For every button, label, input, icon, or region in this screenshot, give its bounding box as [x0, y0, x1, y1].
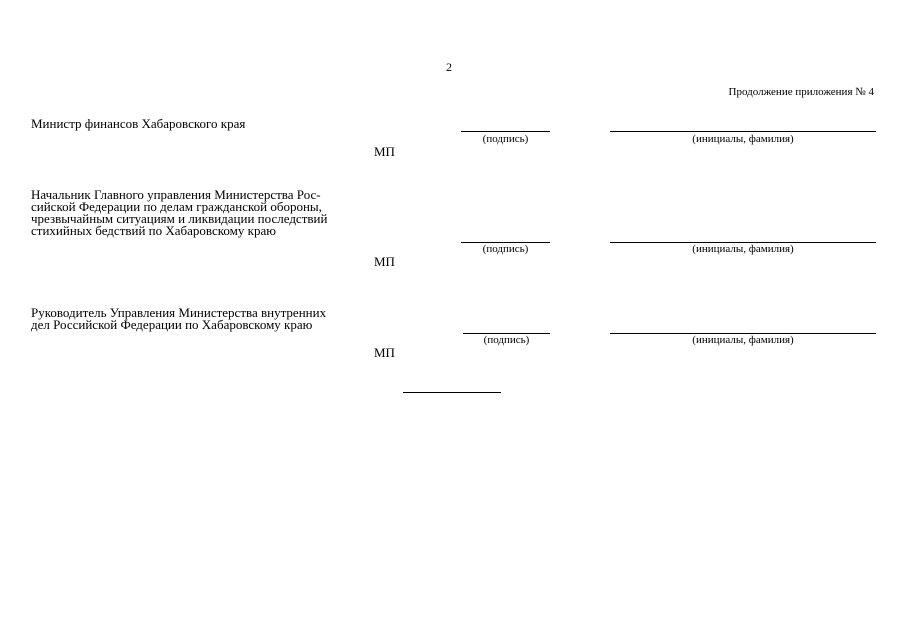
- block-3-line-2: дел Российской Федерации по Хабаровскому краю: [31, 317, 313, 332]
- block-1-signature-caption: (подпись): [482, 133, 529, 145]
- block-1-stamp: МП: [374, 144, 395, 159]
- block-3-stamp: МП: [374, 345, 395, 360]
- block-2-line-3: чрезвычайным ситуациям и ликвидации последствий: [31, 211, 328, 226]
- block-2-line-1: Начальник Главного управления Министерства Рос-: [31, 187, 321, 202]
- page-number: 2: [446, 60, 452, 74]
- block-1-title: [31, 118, 381, 130]
- block-2-line-4: стихийных бедствий по Хабаровскому краю: [31, 223, 276, 238]
- block-2-signature-caption: (подпись): [482, 243, 529, 255]
- block-3-name-caption: (инициалы, фамилия): [692, 334, 794, 346]
- block-3-signature-caption: (подпись): [483, 334, 530, 346]
- end-separator-line: [403, 392, 501, 393]
- block-1-line-1: Министр финансов Хабаровского края: [31, 116, 246, 131]
- block-2-title: [31, 189, 381, 237]
- block-1-name-line: [610, 131, 876, 132]
- block-2-stamp: МП: [374, 254, 395, 269]
- block-2-name-caption: (инициалы, фамилия): [692, 243, 794, 255]
- continuation-header: Продолжение приложения № 4: [728, 86, 874, 98]
- block-2-line-2: сийской Федерации по делам гражданской обороны,: [31, 199, 322, 214]
- block-3-title: [31, 307, 381, 331]
- block-3-line-1: Руководитель Управления Министерства внутренних: [31, 305, 327, 320]
- block-1-name-caption: (инициалы, фамилия): [692, 133, 794, 145]
- block-1-signature-line: [461, 131, 550, 132]
